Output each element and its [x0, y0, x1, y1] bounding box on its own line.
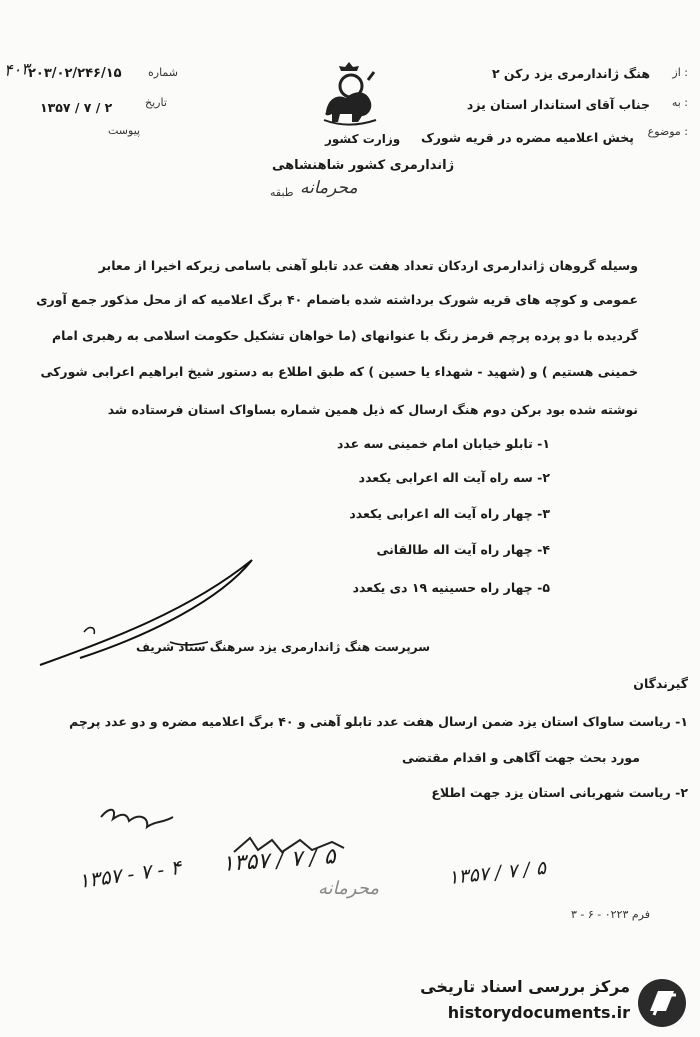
body-line: خمینی هستیم ) و (شهید - شهداء یا حسین ) که طبق اطلاع به دستور شیخ ابراهیم اعرابی شورکی: [40, 364, 638, 379]
attachment-label: پیوست: [108, 124, 141, 137]
subject-label: موضوع :: [647, 125, 688, 138]
handwritten-center-date: ۱۳۵۷ / ۷ / ۵: [221, 844, 337, 877]
body-line: وسیله گروهان ژاندارمری اردکان تعداد هفت عدد تابلو آهنی باسامی زیرکه اخیرا از معابر: [98, 258, 638, 273]
number-value: ۲۰۳/۰۲/۲۴۶/۱۵: [28, 66, 122, 81]
handwritten-scribble-icon: [230, 832, 350, 858]
number-label: شماره: [148, 66, 179, 79]
archive-logo-icon: [636, 977, 688, 1029]
form-code: فرم ۰۲۲۳ - ۶ - ۳: [570, 908, 650, 921]
classification-label: طبقه: [270, 186, 294, 199]
ministry-title: وزارت کشور: [325, 132, 401, 146]
to-label: به :: [671, 96, 688, 109]
archive-watermark: [403, 973, 688, 1031]
list-item: ۳- چهار راه آیت اله اعرابی یکعدد: [349, 506, 550, 521]
classification-stamp: محرمانه: [300, 178, 358, 198]
signature-block: سرپرست هنگ ژاندارمری یزد سرهنگ ستاد شریف: [135, 640, 430, 654]
recipient-line: ۱- ریاست ساواک استان یزد ضمن ارسال هفت عدد تابلو آهنی و ۴۰ برگ اعلامیه مضره و دو عدد پرچم: [69, 714, 688, 729]
from-value: هنگ ژاندارمری یزد رکن ۲: [491, 66, 650, 81]
date-label: تاریخ: [145, 96, 167, 109]
recipient-line: ۲- ریاست شهربانی استان یزد جهت اطلاع: [431, 785, 688, 800]
margin-note: ۴۰۳: [3, 59, 31, 80]
list-item: ۲- سه راه آیت اله اعرابی یکعدد: [358, 470, 550, 485]
to-value: جناب آقای استاندار استان یزد: [466, 97, 650, 112]
archive-url[interactable]: historydocuments.ir: [447, 1003, 630, 1022]
recipients-title: گیرندگان: [633, 676, 688, 691]
signature-stroke: [20, 540, 300, 690]
list-item: ۴- چهار راه آیت اله طالقانی: [376, 542, 550, 557]
list-item: ۱- تابلو خیابان امام خمینی سه عدد: [337, 436, 550, 451]
bottom-stamp: محرمانه: [318, 878, 379, 899]
body-line: عمومی و کوچه های قریه شورک برداشته شده باضمام ۴۰ برگ اعلامیه که از محل مذکور جمع آوری: [36, 292, 638, 307]
handwritten-note-icon: [95, 795, 185, 835]
handwritten-left-note: ۱۳۵۷ - ۷ - ۴: [76, 854, 183, 894]
body-line: نوشته شده بود برکن دوم هنگ ارسال که ذیل همین شماره بساواک استان فرستاده شد: [107, 402, 638, 417]
list-item: ۵- چهار راه حسینیه ۱۹ دی یکعدد: [352, 580, 550, 595]
gendarmerie-title: ژاندارمری کشور شاهنشاهی: [272, 158, 455, 173]
recipient-line: مورد بحث جهت آگاهی و اقدام مقتضی: [402, 750, 640, 765]
archive-name: مرکز بررسی اسناد تاریخی: [420, 977, 630, 996]
lion-and-sun-emblem: [318, 60, 380, 126]
body-line: گردیده با دو پرده پرچم قرمز رنگ با عنوانهای (ما خواهان تشکیل حکومت اسلامی به رهبری امام: [51, 328, 638, 343]
date-value: ۱۳۵۷ / ۷ / ۲: [40, 100, 113, 115]
handwritten-right-note: ۱۳۵۷ / ۷ / ۵: [447, 856, 548, 890]
subject-value: پخش اعلامیه مضره در قریه شورک: [420, 130, 634, 145]
from-label: از :: [672, 66, 688, 79]
